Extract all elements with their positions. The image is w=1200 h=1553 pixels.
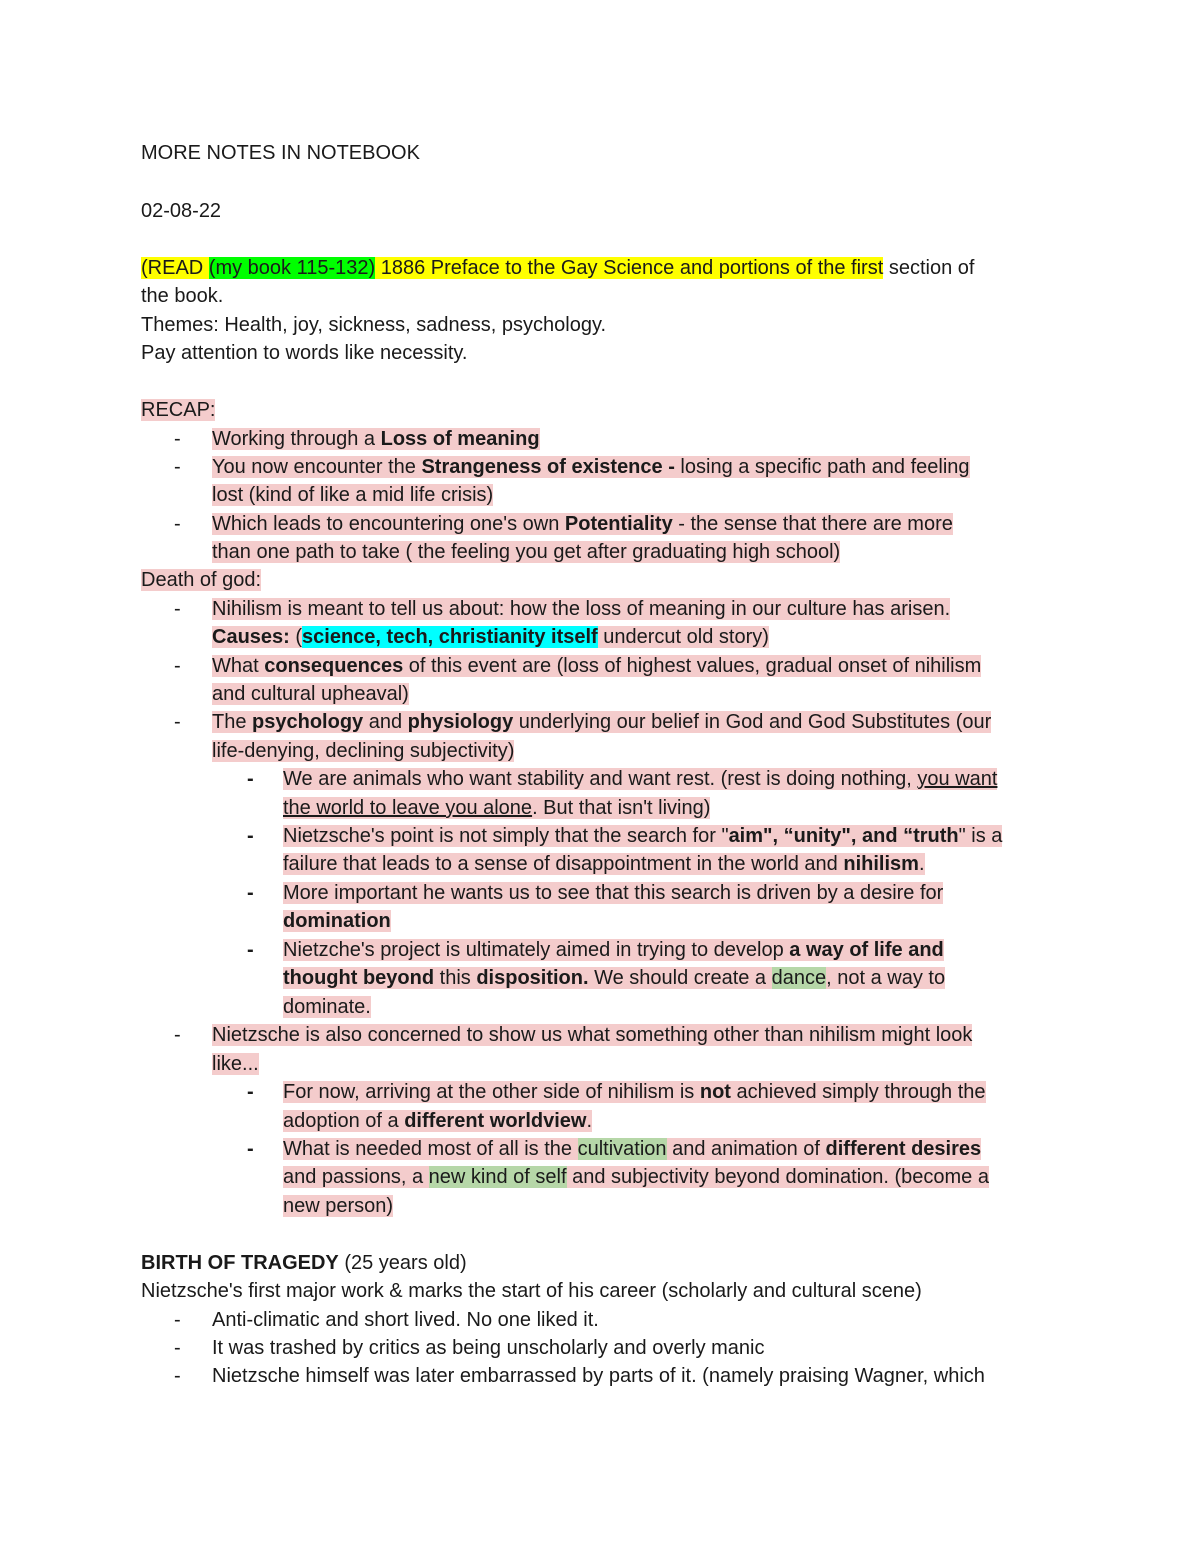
other-than-nihilism-cont: like... bbox=[212, 1053, 259, 1075]
desires-item: What is needed most of all is the cultivation and animation of different desires bbox=[283, 1138, 982, 1160]
tragedy-item-2: It was trashed by critics as being unscholarly and overly manic bbox=[212, 1337, 765, 1359]
causes-line: Causes: (science, tech, christianity itself undercut old story) bbox=[212, 626, 769, 648]
tragedy-item-3: Nietzsche himself was later embarrassed by parts of it. (namely praising Wagner, which bbox=[212, 1365, 985, 1387]
worldview-cont: adoption of a different worldview. bbox=[283, 1110, 593, 1132]
themes: Themes: Health, joy, sickness, sadness, psychology. bbox=[141, 314, 607, 336]
reading-assignment bbox=[141, 254, 974, 282]
sub-bullet-dash: - bbox=[247, 825, 254, 847]
recap-item-2-cont: lost (kind of like a mid life crisis) bbox=[212, 484, 494, 506]
cultivation-highlight: cultivation bbox=[577, 1138, 667, 1160]
bullet-dash: - bbox=[174, 1337, 181, 1359]
dance-highlight: dance bbox=[771, 967, 827, 989]
point-item: Nietzsche's point is not simply that the search for "aim", “unity", and “truth" is a bbox=[283, 825, 1003, 847]
bullet-dash: - bbox=[174, 598, 181, 620]
bullet-dash: - bbox=[174, 513, 181, 535]
bullet-dash: - bbox=[174, 428, 181, 450]
read-label: (READ bbox=[141, 257, 209, 279]
new-self-highlight: new kind of self bbox=[428, 1166, 567, 1188]
desires-cont-2: new person) bbox=[283, 1195, 394, 1217]
nihilism-item: Nihilism is meant to tell us about: how the loss of meaning in our culture has arisen. bbox=[212, 598, 951, 620]
death-of-god-heading: Death of god: bbox=[141, 569, 262, 591]
date: 02-08-22 bbox=[141, 200, 222, 222]
recap-item-1: Working through a Loss of meaning bbox=[212, 428, 540, 450]
bullet-dash: - bbox=[174, 1309, 181, 1331]
consequences-cont: and cultural upheaval) bbox=[212, 683, 409, 705]
domination-item: More important he wants us to see that this search is driven by a desire for bbox=[283, 882, 944, 904]
psychology-item: The psychology and physiology underlying our belief in God and God Substitutes (our bbox=[212, 711, 992, 733]
page-range: (my book 115-132) bbox=[208, 257, 376, 279]
bullet-dash: - bbox=[174, 1024, 181, 1046]
sub-bullet-dash: - bbox=[247, 1138, 254, 1160]
psychology-cont: life-denying, declining subjectivity) bbox=[212, 740, 515, 762]
project-cont-2: dominate. bbox=[283, 996, 371, 1018]
sub-bullet-dash: - bbox=[247, 939, 254, 961]
causes-highlight: science, tech, christianity itself bbox=[302, 626, 598, 648]
tragedy-heading: BIRTH OF TRAGEDY (25 years old) bbox=[141, 1252, 467, 1274]
bullet-dash: - bbox=[174, 1365, 181, 1387]
bullet-dash: - bbox=[174, 711, 181, 733]
other-than-nihilism-item: Nietzsche is also concerned to show us what something other than nihilism might look bbox=[212, 1024, 973, 1046]
animals-item: We are animals who want stability and want rest. (rest is doing nothing, you want bbox=[283, 768, 998, 790]
reading-title: 1886 Preface to the Gay Science and portions of the first bbox=[375, 257, 884, 279]
sub-bullet-dash: - bbox=[247, 768, 254, 790]
recap-item-3-cont: than one path to take ( the feeling you get after graduating high school) bbox=[212, 541, 841, 563]
bullet-dash: - bbox=[174, 456, 181, 478]
tragedy-item-1: Anti-climatic and short lived. No one liked it. bbox=[212, 1309, 599, 1331]
animals-cont: the world to leave you alone. But that isn't living) bbox=[283, 797, 711, 819]
pay-attention: Pay attention to words like necessity. bbox=[141, 342, 468, 364]
consequences-item: What consequences of this event are (loss of highest values, gradual onset of nihilism bbox=[212, 655, 982, 677]
domination-cont: domination bbox=[283, 910, 391, 932]
notes-title: MORE NOTES IN NOTEBOOK bbox=[141, 142, 420, 164]
tragedy-intro: Nietzsche's first major work & marks the start of his career (scholarly and cultural scene) bbox=[141, 1280, 922, 1302]
desires-cont: and passions, a new kind of self and subjectivity beyond domination. (become a bbox=[283, 1166, 989, 1188]
worldview-item: For now, arriving at the other side of nihilism is not achieved simply through the bbox=[283, 1081, 986, 1103]
point-cont: failure that leads to a sense of disappointment in the world and nihilism. bbox=[283, 853, 925, 875]
project-cont: thought beyond this disposition. We should create a dance, not a way to bbox=[283, 967, 946, 989]
project-item: Nietzche's project is ultimately aimed in trying to develop a way of life and bbox=[283, 939, 944, 961]
sub-bullet-dash: - bbox=[247, 1081, 254, 1103]
bullet-dash: - bbox=[174, 655, 181, 677]
sub-bullet-dash: - bbox=[247, 882, 254, 904]
recap-heading: RECAP: bbox=[141, 399, 216, 421]
reading-tail: section of bbox=[883, 257, 975, 279]
recap-item-2: You now encounter the Strangeness of existence - losing a specific path and feeling bbox=[212, 456, 970, 478]
reading-cont: the book. bbox=[141, 285, 224, 307]
recap-item-3: Which leads to encountering one's own Potentiality - the sense that there are more bbox=[212, 513, 953, 535]
